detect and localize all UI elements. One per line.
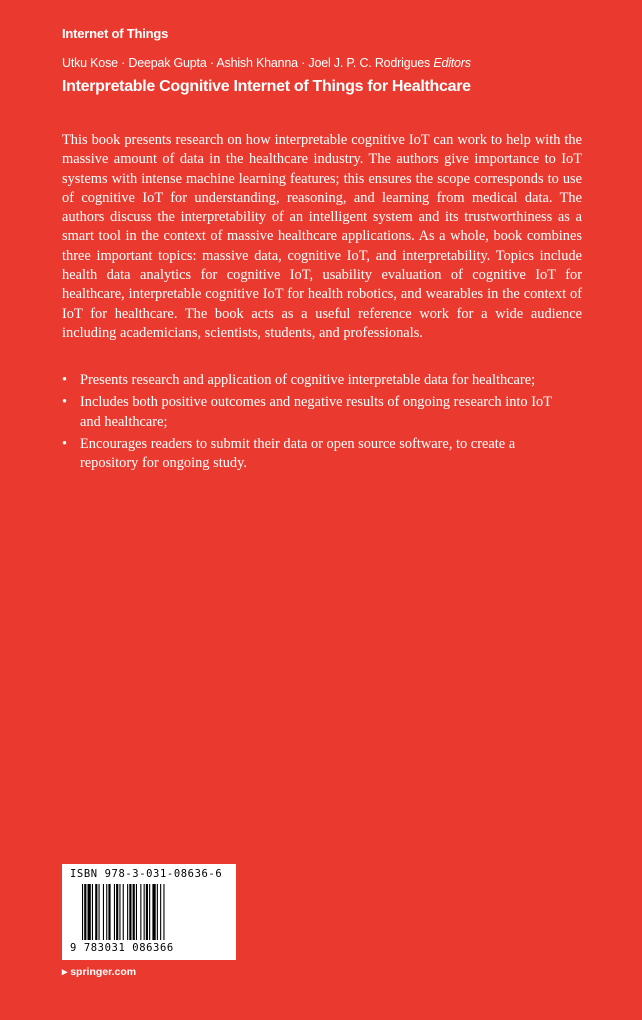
series-name: Internet of Things <box>62 26 169 41</box>
barcode-bar <box>144 884 145 940</box>
barcode-bar <box>136 884 137 940</box>
barcode-bar <box>152 884 155 940</box>
barcode-bar <box>157 884 158 940</box>
barcode-bar <box>133 884 135 940</box>
list-item: • Presents research and application of cognitive interpretable data for healthcare; <box>62 371 572 390</box>
barcode-bar <box>116 884 118 940</box>
editors-line <box>62 56 471 70</box>
barcode-bar <box>103 884 104 940</box>
highlights-list <box>62 371 572 476</box>
list-item: • Encourages readers to submit their data or open source software, to create a repository for ongoing study. <box>62 435 516 472</box>
barcode-bar <box>92 884 93 940</box>
barcode-box <box>62 864 236 960</box>
barcode-bar <box>88 884 91 940</box>
list-item: • Includes both positive outcomes and negative results of ongoing research into IoT and healthcare; <box>62 394 552 430</box>
bullet-icon: • <box>62 435 68 452</box>
barcode-bar <box>95 884 97 940</box>
book-title: Interpretable Cognitive Internet of Things for Healthcare <box>62 78 471 95</box>
barcode-bar <box>99 884 100 940</box>
barcode-bar <box>106 884 107 940</box>
barcode-bar <box>108 884 110 940</box>
book-description: This book presents research on how interpretable cognitive IoT can work to help with the massive amount of data in the healthcare industry. The authors give importance to IoT systems with intense machine learning features; this ensures the scope corresponds to use of cognitive IoT for understanding, reasoning, and learning from medical data. The authors discuss the interpretability of an intelligent system and its trustworthiness as a smart tool in the context of massive healthcare applications. As a whole, book combines three important topics: massive data, cognitive IoT, and interpretability. Topics include health data analytics for cognitive IoT, usability evaluation of cognitive IoT for healthcare, interpretable cognitive IoT for health robotics, and wearables in the context of IoT for healthcare. The book acts as a useful reference work for a wide audience including academicians, scientists, students, and professionals. <box>62 132 582 341</box>
publisher-website[interactable] <box>62 966 136 978</box>
barcode-bar <box>114 884 115 940</box>
editors-role: Editors <box>433 56 471 70</box>
barcode-bar <box>146 884 148 940</box>
barcode-digits: 9 783031 086366 <box>70 942 174 954</box>
website-text: springer.com <box>70 966 137 978</box>
barcode-bar <box>119 884 120 940</box>
barcode-icon <box>82 884 222 942</box>
barcode-bar <box>129 884 131 940</box>
barcode-bar <box>84 884 86 940</box>
bullet-icon: • <box>62 394 68 411</box>
barcode-bar <box>140 884 141 940</box>
barcode-bar <box>160 884 161 940</box>
barcode-bar <box>127 884 128 940</box>
bullet-icon: • <box>62 372 68 388</box>
isbn-text: ISBN 978-3-031-08636-6 <box>70 868 223 880</box>
barcode-bar <box>163 884 164 940</box>
barcode-bar <box>149 884 150 940</box>
barcode-bar <box>82 884 83 940</box>
arrow-right-icon: ▸ <box>62 966 68 978</box>
editor-names: Utku Kose · Deepak Gupta · Ashish Khanna · Joel J. P. C. Rodrigues <box>62 56 431 70</box>
barcode-bar <box>123 884 124 940</box>
